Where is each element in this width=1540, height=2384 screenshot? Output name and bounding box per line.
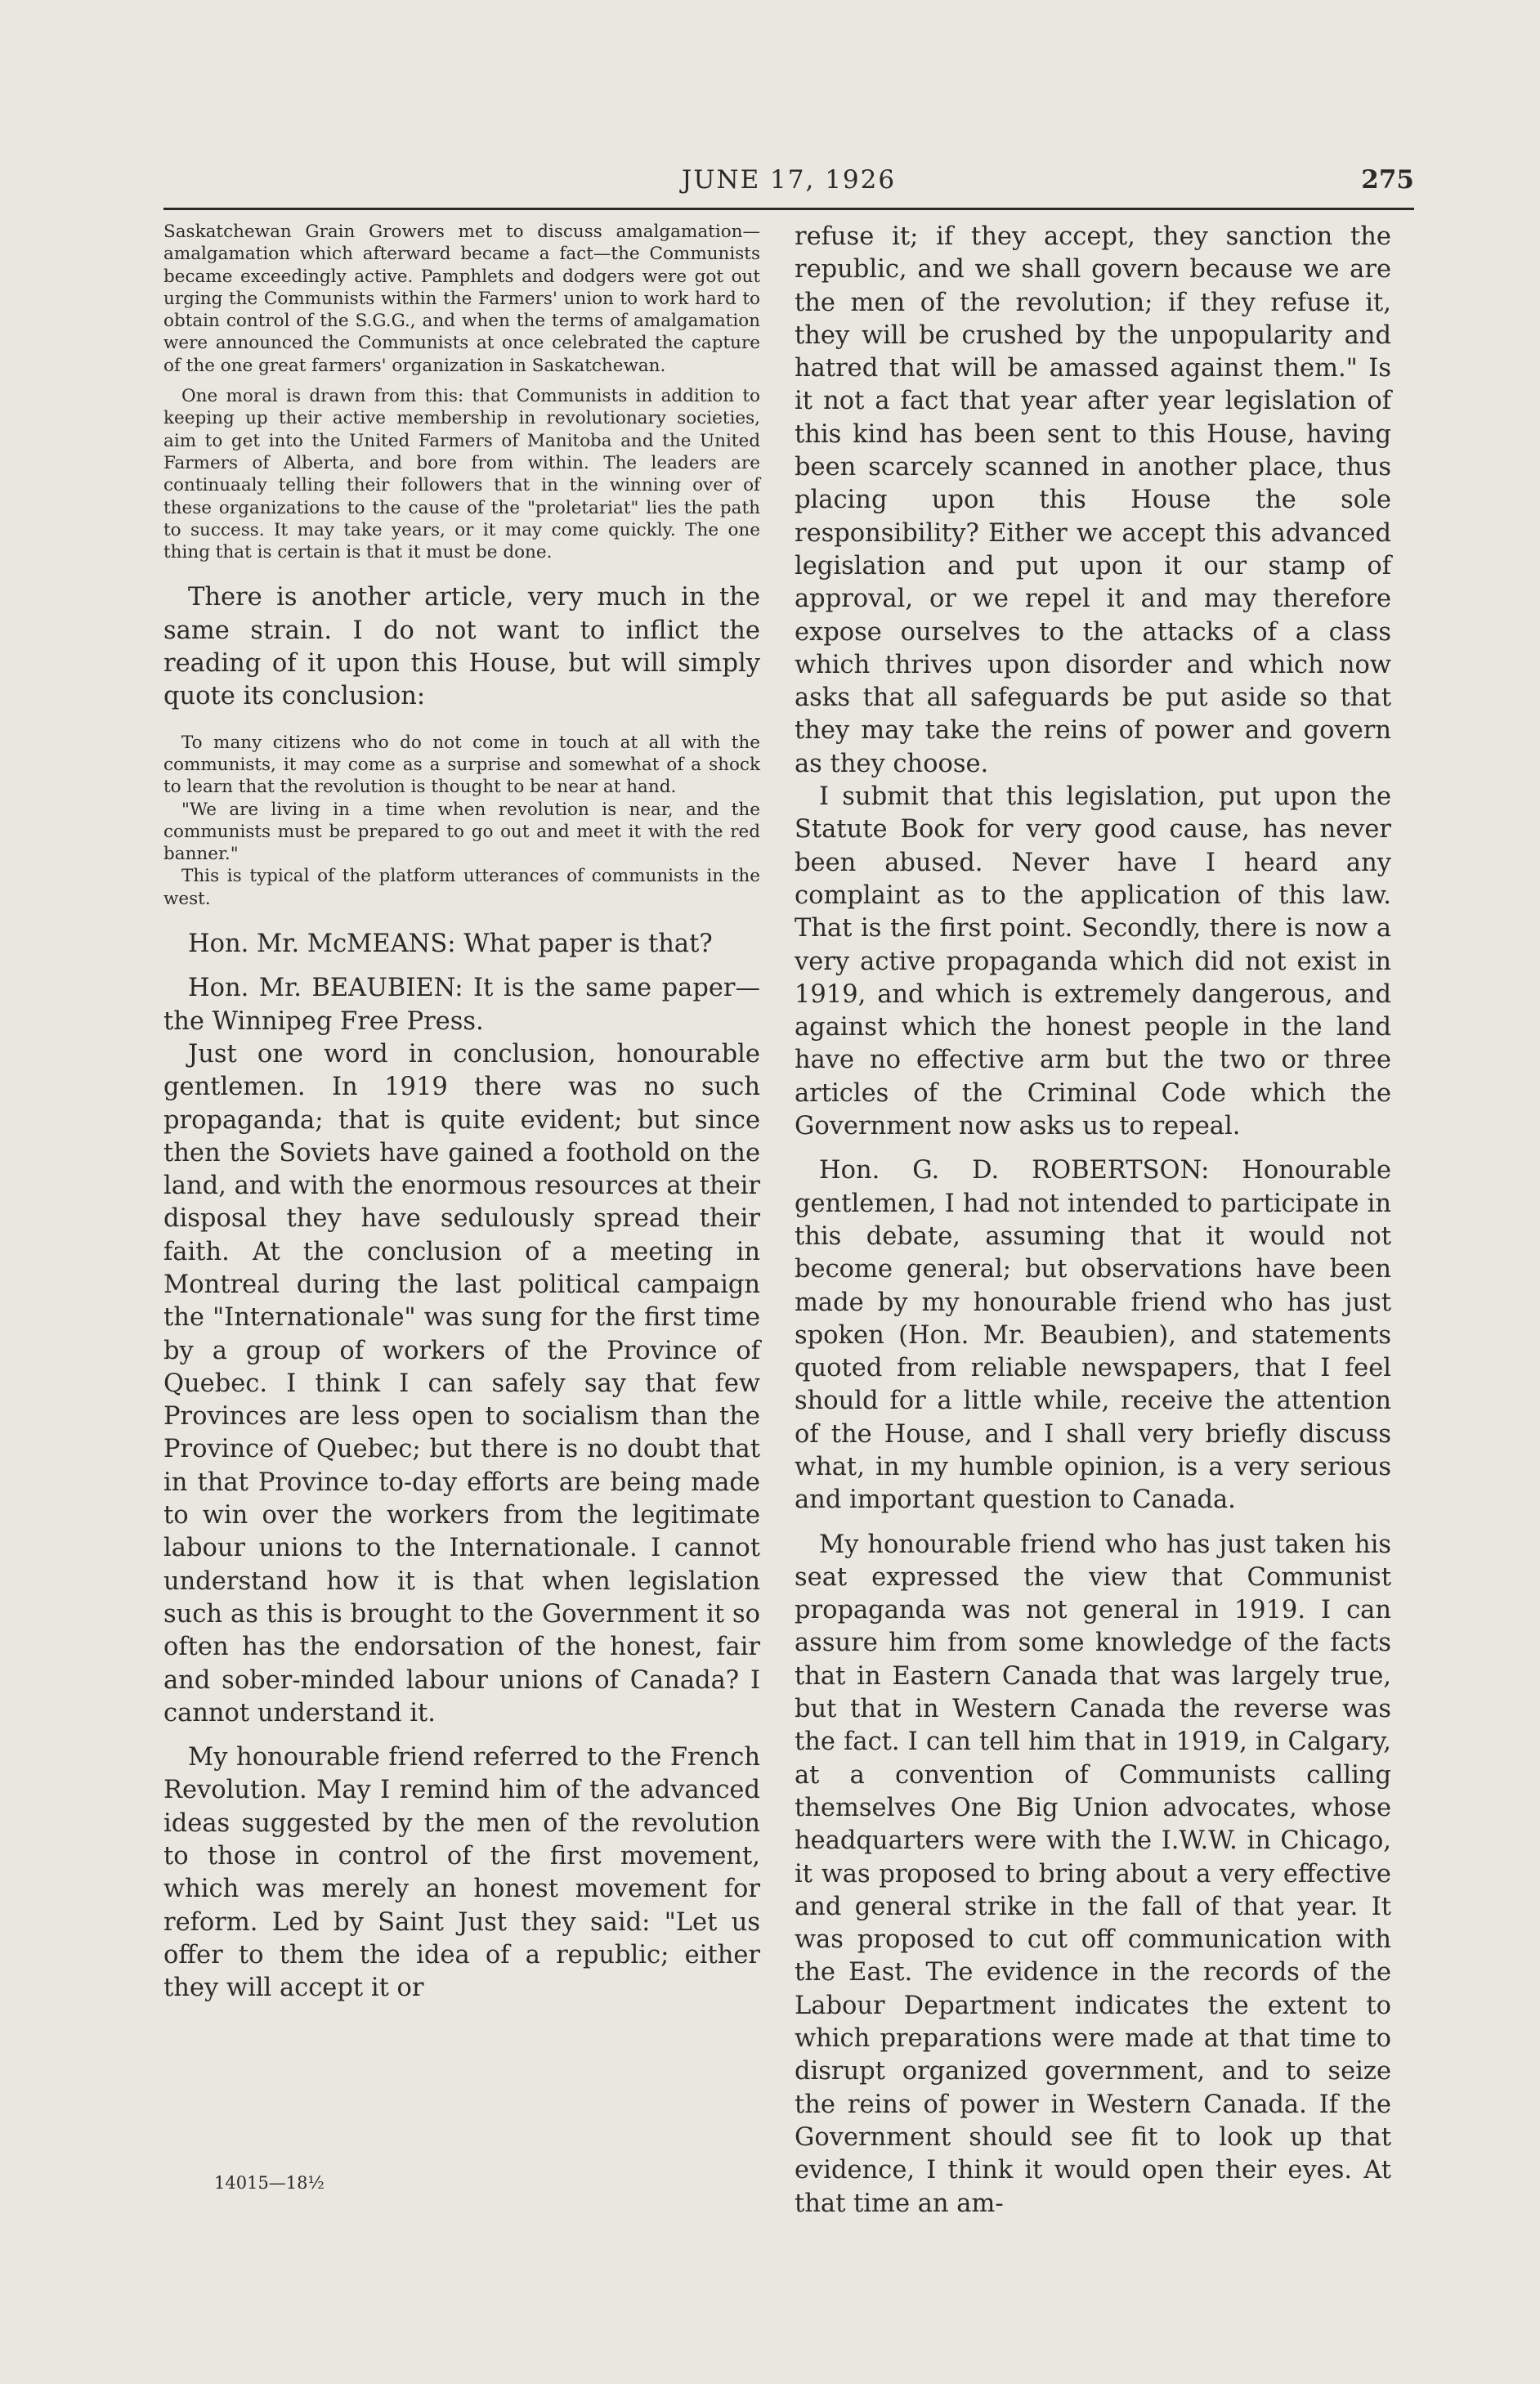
body-paragraph: I submit that this legislation, put upon the Statute Book for very good cause, has never been abused. Never have I heard any complaint as to the application of this law. That is the first point. Secondly, there is now a very active propaganda which did not exist in 1919, and which is extremely dangerous, and against which the honest people in the land have no effective arm but the two or three articles of the Criminal Code which the Government now asks us to repeal.: [795, 782, 1391, 1141]
page-header: [163, 162, 1414, 203]
speaker-mcmeans: Hon. Mr. McMEANS: What paper is that?: [188, 930, 713, 959]
left-column: [163, 221, 760, 2005]
quote-paragraph: "We are living in a time when revolution is near, and the communists must be prepared to go out and meet it with the red banner.": [163, 799, 760, 865]
speaker-beaubien: Hon. Mr. BEAUBIEN: It is the same paper—the Winnipeg Free Press.: [163, 974, 760, 1036]
right-column: [795, 221, 1391, 2220]
speaker-robertson: Hon. G. D. ROBERTSON: Honourable gentlemen, I had not intended to participate in this debate, assuming that it would not become general; but observations have been made by my honourable friend who has just spoken (Hon. Mr. Beaubien), and statements quoted from reliable newspapers, that I feel should for a little while, receive the attention of the House, and I shall very briefly discuss what, in my humble opinion, is a very serious and important question to Canada.: [795, 1156, 1391, 1515]
page-date: JUNE 17, 1926: [681, 165, 897, 195]
body-paragraph: refuse it; if they accept, they sanction the republic, and we shall govern because we are the men of the revolution; if they refuse it, they will be crushed by the unpopularity and hatred that will be amassed against them." Is it not a fact that year after year legislation of this kind has been sent to this House, having been scarcely scanned in another place, thus placing upon this House the sole responsibility? Either we accept this advanced legislation and put upon it our stamp of approval, or we repel it and may therefore expose ourselves to the attacks of a class which thrives upon disorder and which now asks that all safeguards be put aside so that they may take the reins of power and govern as they choose.: [795, 222, 1391, 778]
body-paragraph: My honourable friend referred to the French Revolution. May I remind him of the advanced ideas suggested by the men of the revolution to those in control of the first movement, which was merely an honest movement for reform. Led by Saint Just they said: "Let us offer to them the idea of a republic; either they will accept it or: [163, 1743, 760, 2003]
quote-paragraph: Saskatchewan Grain Growers met to discuss amalgamation—amalgamation which afterward became a fact—the Communists became exceedingly active. Pamphlets and dodgers were got out urging the Communists within the Farmers' union to work hard to obtain control of the S.G.G., and when the terms of amalgamation were announced the Communists at once celebrated the capture of the one great farmers' organization in Saskatchewan.: [163, 222, 760, 376]
body-paragraph: There is another article, very much in the same strain. I do not want to inflict the reading of it upon this House, but will simply quote its conclusion:: [163, 583, 760, 711]
body-paragraph: My honourable friend who has just taken his seat expressed the view that Communist propaganda was not general in 1919. I can assure him from some knowledge of the facts that in Eastern Canada that was largely true, but that in Western Canada the reverse was the fact. I can tell him that in 1919, in Calgary, at a convention of Communists calling themselves One Big Union advocates, whose headquarters were with the I.W.W. in Chicago, it was proposed to bring about a very effective and general strike in the fall of that year. It was proposed to cut off communication with the East. The evidence in the records of the Labour Department indicates the extent to which preparations were made at that time to disrupt organized government, and to seize the reins of power in Western Canada. If the Government should see fit to look up that evidence, I think it would open their eyes. At that time an am-: [795, 1530, 1391, 2218]
quote-paragraph: One moral is drawn from this: that Communists in addition to keeping up their active membership in revolutionary societies, aim to get into the United Farmers of Manitoba and the United Farmers of Alberta, and bore from within. The leaders are continuaaly telling their followers that in the winning over of these organizations to the cause of the "proletariat" lies the path to success. It may take years, or it may come quickly. The one thing that is certain is that it must be done.: [163, 386, 760, 563]
printer-signature: 14015—18½: [214, 2173, 325, 2193]
header-rule: [163, 208, 1414, 210]
page-number: 275: [1361, 165, 1414, 195]
quote-paragraph: To many citizens who do not come in touch at all with the communists, it may come as a surprise and somewhat of a shock to learn that the revolution is thought to be near at hand.: [163, 732, 760, 798]
body-paragraph: Just one word in conclusion, honourable gentlemen. In 1919 there was no such propaganda; that is quite evident; but since then the Soviets have gained a foothold on the land, and with the enormous resources at their disposal they have sedulously spread their faith. At the conclusion of a meeting in Montreal during the last political campaign the "Internationale" was sung for the first time by a group of workers of the Province of Quebec. I think I can safely say that few Provinces are less open to socialism than the Province of Quebec; but there is no doubt that in that Province to-day efforts are being made to win over the workers from the legitimate labour unions to the Internationale. I cannot understand how it is that when legislation such as this is brought to the Government it so often has the endorsation of the honest, fair and sober-minded labour unions of Canada? I cannot understand it.: [163, 1039, 760, 1728]
quote-paragraph: This is typical of the platform utterances of communists in the west.: [163, 866, 760, 909]
